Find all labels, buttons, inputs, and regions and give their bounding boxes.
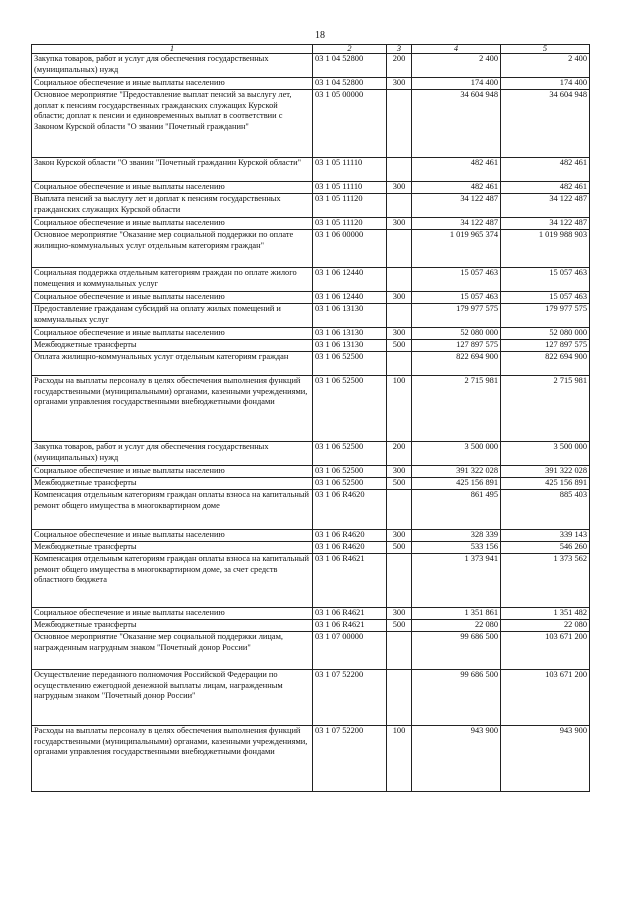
row-amount-1-cell: 943 900	[412, 726, 501, 792]
row-code-cell: 03 1 05 11110	[313, 182, 387, 194]
row-expense-type-cell: 300	[387, 78, 412, 90]
row-name-cell: Межбюджетные трансферты	[32, 340, 313, 352]
row-amount-2-cell: 885 403	[501, 490, 590, 530]
row-amount-1-cell: 52 080 000	[412, 328, 501, 340]
row-code-cell: 03 1 06 00000	[313, 230, 387, 268]
column-header-4: 4	[412, 45, 501, 54]
column-header-3: 3	[387, 45, 412, 54]
table-header-row	[32, 45, 590, 54]
row-code-cell: 03 1 06 R4620	[313, 542, 387, 554]
budget-table	[31, 44, 590, 792]
row-expense-type-cell	[387, 670, 412, 726]
row-expense-type-cell: 100	[387, 726, 412, 792]
row-amount-2-cell: 34 122 487	[501, 194, 590, 218]
row-amount-1-cell: 861 495	[412, 490, 501, 530]
row-name-cell: Выплата пенсий за выслугу лет и доплат к пенсиям государственных гражданских служащих Курской области	[32, 194, 313, 218]
page-number: 18	[315, 30, 325, 41]
row-amount-1-cell: 34 122 487	[412, 194, 501, 218]
row-code-cell: 03 1 05 11120	[313, 194, 387, 218]
row-amount-2-cell: 34 122 487	[501, 218, 590, 230]
table-row	[32, 158, 590, 182]
row-amount-1-cell: 1 373 941	[412, 554, 501, 608]
row-expense-type-cell	[387, 490, 412, 530]
row-expense-type-cell	[387, 158, 412, 182]
row-code-cell: 03 1 04 52800	[313, 78, 387, 90]
row-code-cell: 03 1 06 13130	[313, 304, 387, 328]
table-row	[32, 726, 590, 792]
row-code-cell: 03 1 06 13130	[313, 340, 387, 352]
row-amount-2-cell: 174 400	[501, 78, 590, 90]
row-name-cell: Социальное обеспечение и иные выплаты населению	[32, 218, 313, 230]
row-expense-type-cell: 200	[387, 442, 412, 466]
table-row	[32, 490, 590, 530]
row-code-cell: 03 1 06 52500	[313, 442, 387, 466]
row-name-cell: Социальное обеспечение и иные выплаты населению	[32, 182, 313, 194]
row-name-cell: Расходы на выплаты персоналу в целях обеспечения выполнения функций государственными (муниципальными) органами, казенными учреждениями, органами управления государственными внебюджетными фондами	[32, 376, 313, 442]
row-code-cell: 03 1 06 R4620	[313, 530, 387, 542]
row-code-cell: 03 1 06 52500	[313, 352, 387, 376]
row-expense-type-cell	[387, 90, 412, 158]
row-name-cell: Социальное обеспечение и иные выплаты населению	[32, 608, 313, 620]
row-expense-type-cell: 200	[387, 54, 412, 78]
row-name-cell: Основное мероприятие "Оказание мер социальной поддержки по оплате жилищно-коммунальных услуг отдельным категориям граждан"	[32, 230, 313, 268]
row-code-cell: 03 1 07 00000	[313, 632, 387, 670]
row-amount-1-cell: 822 694 900	[412, 352, 501, 376]
row-amount-1-cell: 179 977 575	[412, 304, 501, 328]
row-amount-1-cell: 34 122 487	[412, 218, 501, 230]
column-header-2: 2	[313, 45, 387, 54]
row-code-cell: 03 1 07 52200	[313, 670, 387, 726]
row-amount-1-cell: 3 500 000	[412, 442, 501, 466]
row-amount-1-cell: 425 156 891	[412, 478, 501, 490]
row-amount-2-cell: 3 500 000	[501, 442, 590, 466]
table-row	[32, 542, 590, 554]
row-code-cell: 03 1 06 R4621	[313, 620, 387, 632]
row-amount-1-cell: 1 019 965 374	[412, 230, 501, 268]
row-code-cell: 03 1 05 11110	[313, 158, 387, 182]
row-name-cell: Межбюджетные трансферты	[32, 620, 313, 632]
table-row	[32, 90, 590, 158]
row-name-cell: Социальное обеспечение и иные выплаты населению	[32, 530, 313, 542]
row-amount-2-cell: 103 671 200	[501, 632, 590, 670]
row-expense-type-cell: 500	[387, 620, 412, 632]
row-expense-type-cell: 300	[387, 182, 412, 194]
row-amount-2-cell: 546 260	[501, 542, 590, 554]
table-row	[32, 230, 590, 268]
row-amount-1-cell: 22 080	[412, 620, 501, 632]
row-expense-type-cell: 300	[387, 530, 412, 542]
row-amount-1-cell: 2 715 981	[412, 376, 501, 442]
row-expense-type-cell: 300	[387, 466, 412, 478]
row-code-cell: 03 1 06 52500	[313, 376, 387, 442]
row-amount-2-cell: 1 019 988 903	[501, 230, 590, 268]
row-expense-type-cell: 300	[387, 292, 412, 304]
row-expense-type-cell	[387, 268, 412, 292]
row-expense-type-cell	[387, 554, 412, 608]
row-amount-1-cell: 15 057 463	[412, 268, 501, 292]
row-name-cell: Социальное обеспечение и иные выплаты населению	[32, 466, 313, 478]
row-name-cell: Межбюджетные трансферты	[32, 542, 313, 554]
table-row	[32, 292, 590, 304]
row-code-cell: 03 1 05 11120	[313, 218, 387, 230]
row-code-cell: 03 1 06 12440	[313, 268, 387, 292]
row-name-cell: Предоставление гражданам субсидий на оплату жилых помещений и коммунальных услуг	[32, 304, 313, 328]
row-code-cell: 03 1 06 13130	[313, 328, 387, 340]
table-row	[32, 54, 590, 78]
table-row	[32, 304, 590, 328]
table-row	[32, 376, 590, 442]
row-name-cell: Межбюджетные трансферты	[32, 478, 313, 490]
row-amount-1-cell: 1 351 861	[412, 608, 501, 620]
row-amount-2-cell: 2 400	[501, 54, 590, 78]
row-expense-type-cell	[387, 352, 412, 376]
row-amount-2-cell: 103 671 200	[501, 670, 590, 726]
row-name-cell: Социальное обеспечение и иные выплаты населению	[32, 328, 313, 340]
row-amount-2-cell: 482 461	[501, 158, 590, 182]
row-amount-1-cell: 2 400	[412, 54, 501, 78]
row-name-cell: Компенсация отдельным категориям граждан оплаты взноса на капитальный ремонт общего имущества в многоквартирном доме	[32, 490, 313, 530]
table-row	[32, 218, 590, 230]
table-row	[32, 466, 590, 478]
row-code-cell: 03 1 06 12440	[313, 292, 387, 304]
row-amount-2-cell: 1 351 482	[501, 608, 590, 620]
row-amount-1-cell: 533 156	[412, 542, 501, 554]
row-amount-1-cell: 482 461	[412, 182, 501, 194]
row-name-cell: Социальная поддержка отдельным категориям граждан по оплате жилого помещения и коммунальных услуг	[32, 268, 313, 292]
table-row	[32, 608, 590, 620]
row-code-cell: 03 1 05 00000	[313, 90, 387, 158]
row-amount-2-cell: 1 373 562	[501, 554, 590, 608]
row-name-cell: Основное мероприятие "Оказание мер социальной поддержки лицам, награжденным нагрудным знаком "Почетный донор России"	[32, 632, 313, 670]
row-amount-2-cell: 22 080	[501, 620, 590, 632]
row-amount-1-cell: 99 686 500	[412, 670, 501, 726]
row-name-cell: Социальное обеспечение и иные выплаты населению	[32, 78, 313, 90]
row-amount-2-cell: 127 897 575	[501, 340, 590, 352]
row-expense-type-cell: 500	[387, 542, 412, 554]
row-amount-1-cell: 34 604 948	[412, 90, 501, 158]
table-row	[32, 554, 590, 608]
table-row	[32, 340, 590, 352]
row-code-cell: 03 1 07 52200	[313, 726, 387, 792]
row-expense-type-cell: 300	[387, 328, 412, 340]
row-amount-2-cell: 15 057 463	[501, 292, 590, 304]
row-amount-1-cell: 391 322 028	[412, 466, 501, 478]
row-code-cell: 03 1 06 52500	[313, 478, 387, 490]
row-expense-type-cell	[387, 194, 412, 218]
table-row	[32, 442, 590, 466]
table-row	[32, 620, 590, 632]
row-amount-2-cell: 15 057 463	[501, 268, 590, 292]
table-row	[32, 194, 590, 218]
table-row	[32, 352, 590, 376]
row-name-cell: Закон Курской области "О званин "Почетный гражданин Курской области"	[32, 158, 313, 182]
table-row	[32, 632, 590, 670]
row-name-cell: Социальное обеспечение и иные выплаты населению	[32, 292, 313, 304]
row-name-cell: Осуществление переданного полномочия Российской Федерации по осуществлению ежегодной денежной выплаты лицам, награжденным нагрудным знаком "Почетный донор России"	[32, 670, 313, 726]
row-name-cell: Основное мероприятие "Предоставление выплат пенсий за выслугу лет, доплат к пенсиям государственных гражданских служащих Курской области; доплат к пенсии и единовременных выплат в соответствии с Законом Курской области "О звании "Почетный гражданин"	[32, 90, 313, 158]
row-amount-2-cell: 425 156 891	[501, 478, 590, 490]
row-code-cell: 03 1 06 R4620	[313, 490, 387, 530]
row-amount-1-cell: 99 686 500	[412, 632, 501, 670]
table-row	[32, 182, 590, 194]
row-amount-2-cell: 391 322 028	[501, 466, 590, 478]
row-code-cell: 03 1 06 52500	[313, 466, 387, 478]
row-amount-1-cell: 174 400	[412, 78, 501, 90]
table-row	[32, 78, 590, 90]
row-amount-1-cell: 482 461	[412, 158, 501, 182]
row-name-cell: Закупка товаров, работ и услуг для обеспечения государственных (муниципальных) нужд	[32, 442, 313, 466]
row-amount-1-cell: 328 339	[412, 530, 501, 542]
row-amount-2-cell: 52 080 000	[501, 328, 590, 340]
row-amount-1-cell: 15 057 463	[412, 292, 501, 304]
row-amount-2-cell: 339 143	[501, 530, 590, 542]
table-row	[32, 328, 590, 340]
row-amount-2-cell: 482 461	[501, 182, 590, 194]
row-expense-type-cell: 300	[387, 218, 412, 230]
row-expense-type-cell	[387, 230, 412, 268]
table-row	[32, 670, 590, 726]
row-amount-2-cell: 822 694 900	[501, 352, 590, 376]
table-row	[32, 268, 590, 292]
row-name-cell: Оплата жилищно-коммунальных услуг отдельным категориям граждан	[32, 352, 313, 376]
row-name-cell: Закупка товаров, работ и услуг для обеспечения государственных (муниципальных) нужд	[32, 54, 313, 78]
row-expense-type-cell: 100	[387, 376, 412, 442]
row-amount-2-cell: 34 604 948	[501, 90, 590, 158]
row-amount-2-cell: 2 715 981	[501, 376, 590, 442]
column-header-5: 5	[501, 45, 590, 54]
row-expense-type-cell: 500	[387, 340, 412, 352]
row-amount-2-cell: 943 900	[501, 726, 590, 792]
row-code-cell: 03 1 06 R4621	[313, 554, 387, 608]
row-name-cell: Расходы на выплаты персоналу в целях обеспечения выполнения функций государственными (муниципальными) органами, казенными учреждениями, органами управления государственными внебюджетными фондами	[32, 726, 313, 792]
table-row	[32, 478, 590, 490]
row-amount-1-cell: 127 897 575	[412, 340, 501, 352]
row-amount-2-cell: 179 977 575	[501, 304, 590, 328]
row-expense-type-cell	[387, 632, 412, 670]
row-expense-type-cell: 300	[387, 608, 412, 620]
row-expense-type-cell: 500	[387, 478, 412, 490]
row-name-cell: Компенсация отдельным категориям граждан оплаты взноса на капитальный ремонт общего имущества в многоквартирном доме, за счет средств областного бюджета	[32, 554, 313, 608]
table-row	[32, 530, 590, 542]
row-expense-type-cell	[387, 304, 412, 328]
row-code-cell: 03 1 04 52800	[313, 54, 387, 78]
column-header-1: 1	[32, 45, 313, 54]
row-code-cell: 03 1 06 R4621	[313, 608, 387, 620]
